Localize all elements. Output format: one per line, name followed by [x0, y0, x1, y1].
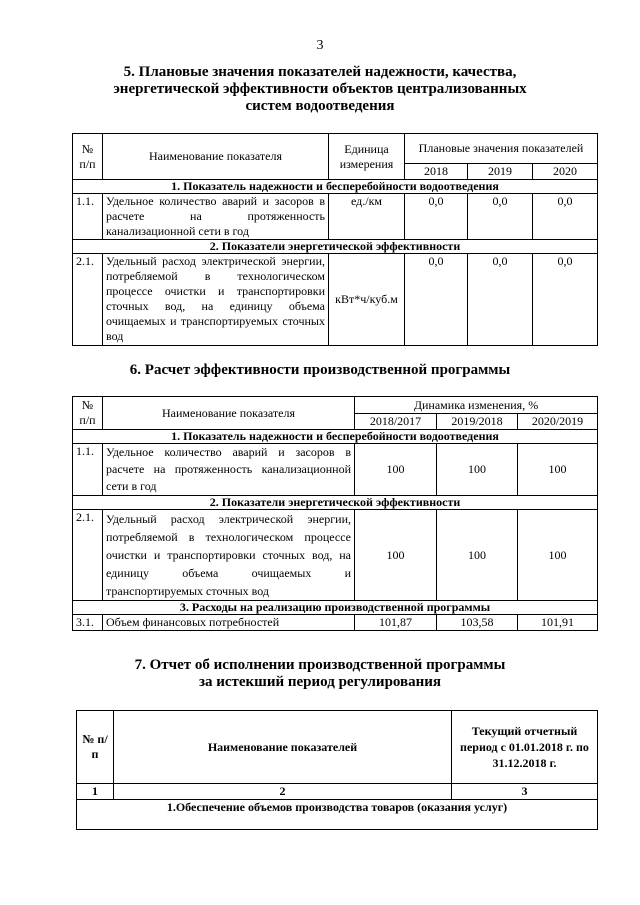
- col-header-year: 2020: [533, 164, 598, 180]
- row-name: Удельное количество аварий и засоров в расчете на протяженность канализационной сети в год: [103, 194, 329, 240]
- plan-values-table: [72, 133, 598, 346]
- table-row: [73, 194, 598, 240]
- col-header-num: № п/п: [73, 134, 103, 180]
- col-header-name: Наименование показателей: [114, 711, 452, 784]
- col-header-period: 2019/2018: [437, 414, 518, 430]
- execution-report-table: [76, 710, 598, 830]
- col-header-dynamics: Динамика изменения, %: [355, 397, 598, 414]
- row-value: 100: [355, 444, 437, 496]
- section-5-title: [0, 64, 640, 115]
- table-row: [73, 254, 598, 346]
- row-value: 100: [518, 510, 598, 601]
- index-cell: 2: [114, 784, 452, 800]
- group-header: 2. Показатели энергетической эффективности: [73, 240, 598, 254]
- row-name: Удельный расход электрической энергии, потребляемой в технологическом процессе очистки и транспортировки сточных вод, на единицу объема очищаемых и транспортируемых сточных вод: [103, 254, 329, 346]
- col-header-name: Наименование показателя: [103, 397, 355, 430]
- row-name: Удельный расход электрической энергии, потребляемой в технологическом процессе очистки и транспортировки сточных вод, на единицу объема очищаемых и транспортируемых сточных вод: [103, 510, 355, 601]
- table-row: [73, 444, 598, 496]
- row-value: 103,58: [437, 615, 518, 631]
- row-name: Удельное количество аварий и засоров в расчете на протяженность канализационной сети в год: [103, 444, 355, 496]
- section-6-title: 6. Расчет эффективности производственной программы: [129, 362, 511, 378]
- row-value: 0,0: [533, 194, 598, 240]
- table-row: [73, 615, 598, 631]
- row-value: 0,0: [405, 254, 468, 346]
- col-header-period: Текущий отчетный период с 01.01.2018 г. по 31.12.2018 г.: [452, 711, 598, 784]
- index-cell: 1: [77, 784, 114, 800]
- row-value: 100: [518, 444, 598, 496]
- row-value: 101,91: [518, 615, 598, 631]
- group-header: 3. Расходы на реализацию производственной программы: [73, 601, 598, 615]
- row-value: 0,0: [405, 194, 468, 240]
- row-number: 3.1.: [73, 615, 103, 631]
- col-header-year: 2019: [468, 164, 533, 180]
- col-header-num: № п/п: [77, 711, 114, 784]
- section-5-title-line: систем водоотведения: [245, 98, 395, 114]
- col-header-name: Наименование показателя: [103, 134, 329, 180]
- group-header: 1.Обеспечение объемов производства товаров (оказания услуг): [77, 800, 598, 830]
- col-header-year: 2018: [405, 164, 468, 180]
- table-row: [73, 510, 598, 601]
- row-value: 0,0: [468, 194, 533, 240]
- row-value: 100: [437, 510, 518, 601]
- group-header: 1. Показатель надежности и бесперебойности водоотведения: [73, 180, 598, 194]
- col-header-period: 2018/2017: [355, 414, 437, 430]
- section-7-title-line: 7. Отчет об исполнении производственной программы: [134, 657, 506, 673]
- col-header-period: 2020/2019: [518, 414, 598, 430]
- col-header-plan: Плановые значения показателей: [405, 134, 598, 164]
- row-value: 101,87: [355, 615, 437, 631]
- row-unit: кВт*ч/куб.м: [329, 254, 405, 346]
- col-header-unit: Единица измерения: [329, 134, 405, 180]
- row-number: 2.1.: [73, 254, 103, 346]
- row-name: Объем финансовых потребностей: [103, 615, 355, 631]
- row-value: 0,0: [468, 254, 533, 346]
- page-number: 3: [316, 38, 324, 53]
- index-cell: 3: [452, 784, 598, 800]
- row-number: 2.1.: [73, 510, 103, 601]
- section-5-title-line: энергетической эффективности объектов централизованных: [113, 81, 527, 97]
- col-header-num: № п/п: [73, 397, 103, 430]
- row-value: 100: [437, 444, 518, 496]
- row-number: 1.1.: [73, 444, 103, 496]
- row-number: 1.1.: [73, 194, 103, 240]
- group-header: 2. Показатели энергетической эффективности: [73, 496, 598, 510]
- row-value: 0,0: [533, 254, 598, 346]
- row-value: 100: [355, 510, 437, 601]
- section-7-title-line: за истекший период регулирования: [198, 674, 442, 690]
- group-header: 1. Показатель надежности и бесперебойности водоотведения: [73, 430, 598, 444]
- section-7-title: [0, 657, 640, 691]
- section-5-title-line: 5. Плановые значения показателей надежности, качества,: [123, 64, 517, 80]
- efficiency-table: [72, 396, 598, 631]
- row-unit: ед./км: [329, 194, 405, 240]
